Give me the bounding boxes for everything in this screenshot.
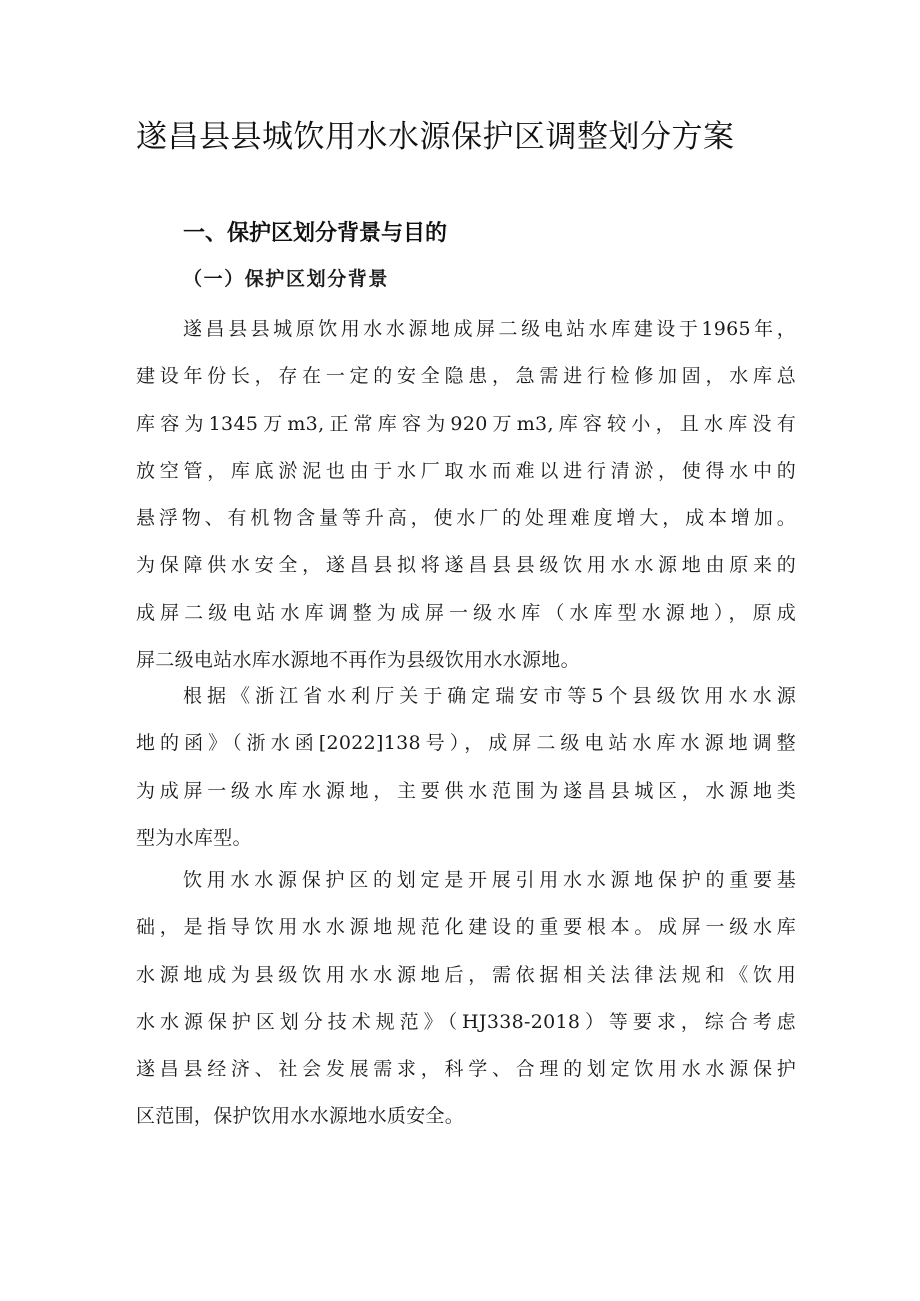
- text-line: 水源地成为县级饮用水水源地后，需依据相关法律法规和《饮用: [136, 963, 796, 986]
- text-line: 遂昌县经济、社会发展需求，科学、合理的划定饮用水水源保护: [136, 1058, 796, 1081]
- text-line: 区范围，保护饮用水水源地水质安全。: [136, 1105, 465, 1128]
- text-line: 为成屏一级水库水源地，主要供水范围为遂昌县城区，水源地类: [136, 779, 796, 802]
- text-line: 库容为1345万m3,正常库容为920万m3,库容较小，且水库没有: [136, 412, 796, 435]
- text-line: 建设年份长，存在一定的安全隐患，急需进行检修加固，水库总: [136, 365, 796, 388]
- text-line: 屏二级电站水库水源地不再作为县级饮用水水源地。: [136, 649, 580, 672]
- paragraph-purpose: [136, 857, 796, 1141]
- paragraph-basis: [136, 673, 796, 862]
- text-line: 地的函》（浙水函[2022]138号），成屏二级电站水库水源地调整: [136, 732, 796, 755]
- text-line: 水水源保护区划分技术规范》（HJ338-2018）等要求，综合考虑: [136, 1010, 796, 1033]
- text-line: 为保障供水安全，遂昌县拟将遂昌县县级饮用水水源地由原来的: [136, 554, 796, 577]
- text-line: 型为水库型。: [136, 826, 252, 849]
- text-line: 遂昌县县城原饮用水水源地成屏二级电站水库建设于1965年，: [183, 318, 796, 340]
- text-line: 放空管，库底淤泥也由于水厂取水而难以进行清淤，使得水中的: [136, 459, 796, 482]
- text-line: 饮用水水源保护区的划定是开展引用水水源地保护的重要基: [183, 869, 796, 891]
- text-line: 根据《浙江省水利厅关于确定瑞安市等5个县级饮用水水源: [183, 685, 796, 707]
- subsection-heading: （一）保护区划分背景: [183, 268, 390, 290]
- text-line: 悬浮物、有机物含量等升高，使水厂的处理难度增大，成本增加。: [136, 507, 796, 530]
- document-title: 遂昌县县城饮用水水源保护区调整划分方案: [136, 119, 735, 155]
- section-heading: 一、保护区划分背景与目的: [183, 221, 448, 246]
- text-line: 础，是指导饮用水水源地规范化建设的重要根本。成屏一级水库: [136, 916, 796, 939]
- text-line: 成屏二级电站水库调整为成屏一级水库（水库型水源地），原成: [136, 601, 796, 624]
- paragraph-background: [136, 306, 796, 684]
